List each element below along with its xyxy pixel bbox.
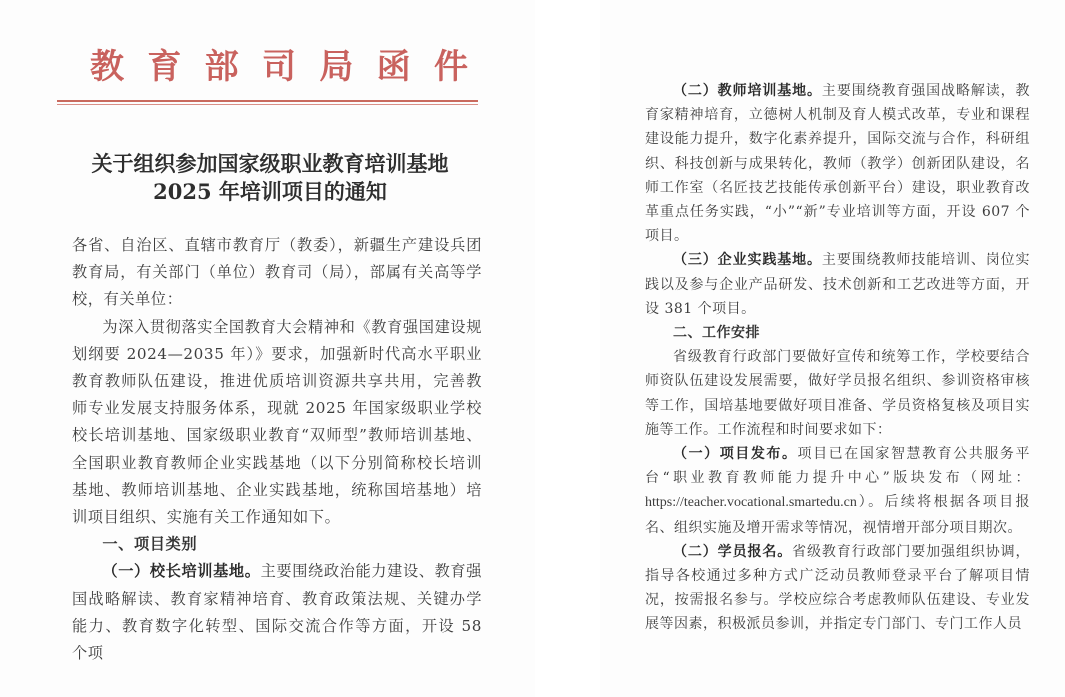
step-student-registration xyxy=(645,540,1030,637)
item-principal-training-base xyxy=(72,558,482,667)
step-label: （一）项目发布。 xyxy=(673,446,798,463)
step-label: （二）学员报名。 xyxy=(673,543,793,560)
section2-intro: 省级教育行政部门要做好宣传和统筹工作，学校要结合师资队伍建设发展需要，做好学员报名组织、参训资格审核等工作，国培基地要做好项目准备、学员资格复核及项目实施等工作。工作流程和时间要求如下： xyxy=(645,349,1030,438)
step-text: 省级教育行政部门要加强组织协调，指导各校通过多种方式广泛动员教师登录平台了解项目情况，按需报名参与。学校应综合考虑教师队伍建设、专业发展等因素，积极派员参训，并指定专门部门、专门工作人员 xyxy=(645,543,1031,633)
section-heading-project-categories: 一、项目类别 xyxy=(102,535,198,554)
item-label: （二）教师培训基地。 xyxy=(673,83,822,99)
item-text: 主要围绕教育强国战略解读，教育家精神培育，立德树人机制及育人模式改革，专业和课程建设能力提升，数字化素养提升，国际交流与合作，科研组织、科技创新与成果转化，教师（教学）创新团队建设，名师工作室（名匠技艺技能传承创新平台）建设，职业教育改革重点任务实践，“小”“新”专业培训等方面，开设 607 个项目。 xyxy=(645,83,1031,245)
letterhead-char: 司 xyxy=(261,47,298,87)
letterhead-divider xyxy=(57,100,478,105)
item-text: 主要围绕教师技能培训、岗位实践以及参与企业产品研发、技术创新和工艺改进等方面，开设 381 个项目。 xyxy=(645,252,1031,317)
platform-url: https://teacher.vocational.smartedu.cn xyxy=(645,495,857,511)
step-project-release xyxy=(645,442,1030,540)
addressee: 各省、自治区、直辖市教育厅（教委），新疆生产建设兵团教育局，有关部门（单位）教育司（局），部属有关高等学校，有关单位： xyxy=(72,236,482,309)
item-text: 主要围绕政治能力建设、教育强国战略解读、教育家精神培育、教育政策法规、关键办学能力、教育数字化转型、国际交流合作等方面，开设 58 个项 xyxy=(72,562,483,663)
section-heading-work-arrangement: 二、工作安排 xyxy=(673,325,760,342)
step-text: 项目已在国家智慧教育公共服务平台“职业教育教师能力提升中心”版块发布（网址： xyxy=(645,446,1031,487)
letterhead-char: 函 xyxy=(376,47,413,87)
item-teacher-training-base xyxy=(645,79,1030,248)
letterhead xyxy=(90,44,470,90)
item-label: （一）校长培训基地。 xyxy=(102,562,261,581)
intro-paragraph: 为深入贯彻落实全国教育大会精神和《教育强国建设规划纲要 2024—2035 年）》要求，加强新时代高水平职业教育教师队伍建设，推进优质培训资源共享共用，完善教师专业发展支持服务体系，现就 2025 年国家级职业学校校长培训基地、国家级职业教育“双师型”教师培训基地、全国职业教育教师企业实践基地（以下分别简称校长培训基地、教师培训基地、企业实践基地，统称国培基地）培训项目组织、实施有关工作通知如下。 xyxy=(72,317,482,527)
item-label: （三）企业实践基地。 xyxy=(673,252,822,269)
item-enterprise-practice-base xyxy=(645,248,1030,321)
body-right xyxy=(645,79,1030,637)
body-left xyxy=(72,232,482,667)
document-page-right xyxy=(600,0,1065,697)
letterhead-char: 局 xyxy=(319,47,356,87)
step-text: ）。后续将根据各项目报名、组织实施及增开需求等情况，视情增开部分项目期次。 xyxy=(645,494,1030,536)
document-title-line2: 2025 年培训项目的通知 xyxy=(153,179,387,204)
letterhead-char: 教 xyxy=(90,47,126,87)
document-title-line1: 关于组织参加国家级职业教育培训基地 xyxy=(91,151,449,176)
letterhead-char: 育 xyxy=(147,47,184,87)
letterhead-char: 件 xyxy=(433,47,470,87)
letterhead-char: 部 xyxy=(204,47,241,87)
